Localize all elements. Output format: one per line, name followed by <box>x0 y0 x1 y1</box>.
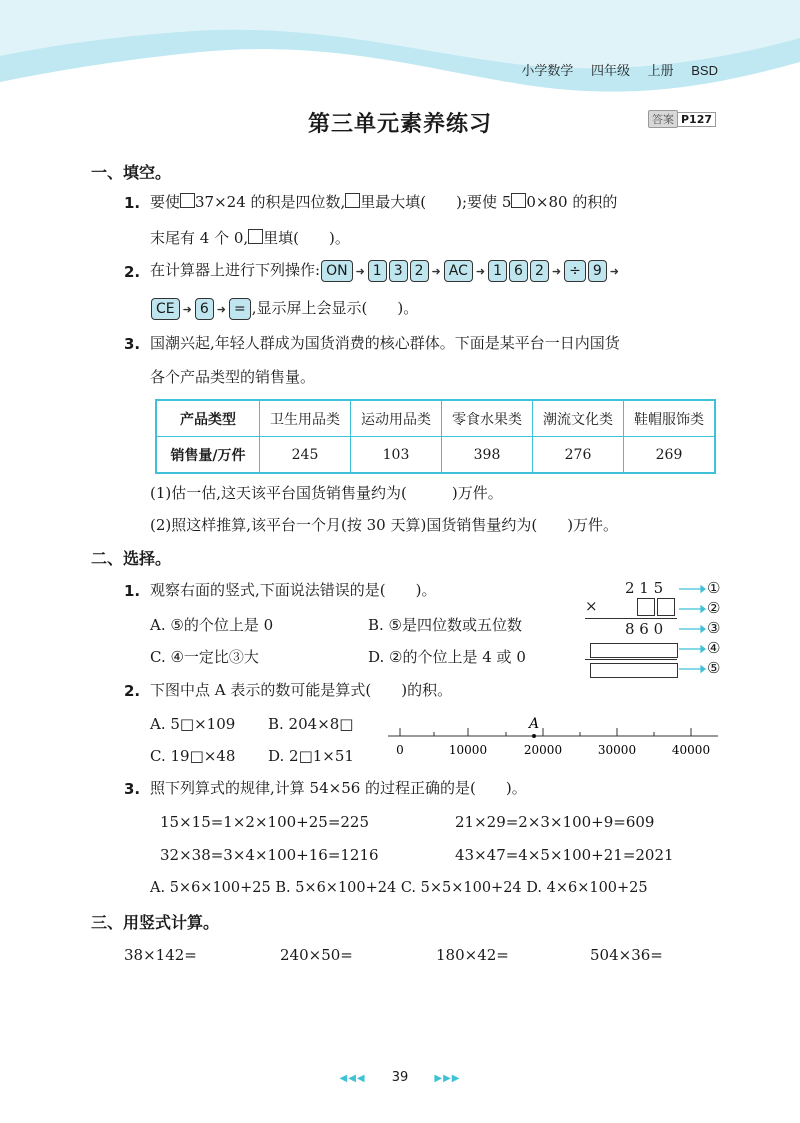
s1-q3-sub2: (2)照这样推算,该平台一个月(按 30 天算)国货销售量约为( )万件。 <box>150 516 619 534</box>
key-9: 9 <box>588 260 607 282</box>
s2-q1-option-b: B. ⑤是四位数或五位数 <box>368 616 523 634</box>
table-header-row <box>156 400 715 437</box>
tag-edition: BSD <box>691 63 718 78</box>
s2-q3-example: 15×15=1×2×100+25=225 <box>160 813 370 831</box>
s1-q3-sub1: (1)估一估,这天该平台国货销售量约为( )万件。 <box>150 484 503 502</box>
blank-box <box>345 193 360 208</box>
arrow-icon: ➜ <box>431 265 441 278</box>
blank-box <box>511 193 526 208</box>
mark-5: ⑤ <box>707 659 721 677</box>
calc-item: 504×36= <box>590 946 663 964</box>
tick-label: 20000 <box>523 743 563 757</box>
next-arrows-icon: ▶▶▶ <box>434 1073 461 1084</box>
key-ce: CE <box>151 298 180 320</box>
table-cell: 卫生用品类 <box>260 400 351 437</box>
tick-label: 30000 <box>597 743 637 757</box>
s2-q2-option-b: B. 204×8□ <box>268 715 354 733</box>
vert-times: × <box>585 597 598 615</box>
key-1: 1 <box>488 260 507 282</box>
key-on: ON <box>321 260 353 282</box>
s2-q2-option-d: D. 2□1×51 <box>268 747 354 765</box>
vert-box-4 <box>590 643 678 658</box>
arrow-icon: ➜ <box>551 265 562 278</box>
s1-q1-num: 1. <box>124 194 141 212</box>
mark-3: ③ <box>707 619 721 637</box>
calc-item: 240×50= <box>280 946 353 964</box>
key-divide: ÷ <box>564 260 586 282</box>
page-title: 第三单元素养练习 <box>307 112 492 137</box>
section2-heading: 二、选择。 <box>91 549 172 568</box>
key-ac: AC <box>444 260 473 282</box>
prev-arrows-icon: ◀◀◀ <box>339 1073 366 1084</box>
page-footer <box>0 1070 800 1085</box>
table-cell: 398 <box>442 437 533 474</box>
vert-result: 8 6 0 <box>625 620 664 638</box>
mark-1: ① <box>707 579 721 597</box>
header-wave <box>0 0 800 110</box>
tag-subject: 小学数学 <box>521 63 574 78</box>
answer-ref <box>648 110 716 128</box>
arrow-icon: ➜ <box>475 265 486 278</box>
s2-q3-options: A. 5×6×100+25 B. 5×6×100+24 C. 5×5×100+24 D. 4×6×100+25 <box>150 880 648 896</box>
s1-q2-line2: CE ➜ 6 ➜ = ,显示屏上会显示( )。 <box>150 297 418 321</box>
table-cell: 269 <box>624 437 716 474</box>
answer-label: 答案 <box>648 110 678 128</box>
key-3: 3 <box>389 260 408 282</box>
s2-q3-text: 照下列算式的规律,计算 54×56 的过程正确的是( )。 <box>150 779 527 797</box>
tick-label: 40000 <box>671 743 711 757</box>
key-2: 2 <box>410 260 429 282</box>
table-cell: 276 <box>533 437 624 474</box>
vert-rule <box>585 618 677 619</box>
table-cell: 运动用品类 <box>351 400 442 437</box>
s2-q2-option-a: A. 5□×109 <box>150 715 236 733</box>
s2-q3-example: 21×29=2×3×100+9=609 <box>455 813 655 831</box>
mark-2: ② <box>707 599 721 617</box>
s2-q2-option-c: C. 19□×48 <box>150 747 236 765</box>
table-row <box>156 437 715 474</box>
arrow-icon: ➜ <box>182 303 192 316</box>
s2-q1-option-c: C. ④一定比③大 <box>150 648 259 666</box>
blank-box <box>180 193 195 208</box>
blank-box <box>637 598 655 616</box>
blank-box <box>657 598 675 616</box>
s1-q3-num: 3. <box>124 335 141 353</box>
header-tags <box>507 60 718 79</box>
s1-q3-line1: 国潮兴起,年轻人群成为国货消费的核心群体。下面是某平台一日内国货 <box>150 334 620 352</box>
s2-q3-num: 3. <box>124 780 141 798</box>
table-cell: 潮流文化类 <box>533 400 624 437</box>
sales-table <box>155 399 716 474</box>
s2-q2-text: 下图中点 A 表示的数可能是算式( )的积。 <box>150 681 453 699</box>
tag-volume: 上册 <box>647 63 674 78</box>
s2-q3-example: 32×38=3×4×100+16=1216 <box>160 846 379 864</box>
vert-top: 2 1 5 <box>625 579 664 597</box>
s2-q1-option-a: A. ⑤的个位上是 0 <box>150 616 274 634</box>
number-line <box>388 714 718 764</box>
s2-q1-option-d: D. ②的个位上是 4 或 0 <box>368 648 526 666</box>
arrow-icon: ➜ <box>355 265 365 278</box>
s1-q2-line1: 在计算器上进行下列操作: ON ➜ 1 3 2 ➜ AC ➜ 1 6 2 ➜ ÷ 9 ➜ <box>150 259 621 283</box>
vert-rule <box>585 659 677 660</box>
key-6: 6 <box>195 298 214 320</box>
tick-label: 0 <box>396 743 404 757</box>
tag-grade: 四年级 <box>590 63 630 78</box>
page-number: 39 <box>391 1070 409 1085</box>
table-cell: 销售量/万件 <box>156 437 260 474</box>
table-cell: 245 <box>260 437 351 474</box>
section1-heading: 一、填空。 <box>91 163 172 182</box>
s1-q3-line2: 各个产品类型的销售量。 <box>150 368 316 386</box>
key-1: 1 <box>368 260 387 282</box>
table-cell: 103 <box>351 437 442 474</box>
table-cell: 产品类型 <box>156 400 260 437</box>
s1-q1-line1: 要使 37×24 的积是四位数, 里最大填( );要使 5 0×80 的积的 <box>150 193 618 211</box>
s2-q3-example: 43×47=4×5×100+21=2021 <box>455 846 674 864</box>
calc-item: 38×142= <box>124 946 197 964</box>
vert-box-5 <box>590 663 678 678</box>
key-equals: = <box>229 298 251 320</box>
tick-label: 10000 <box>448 743 488 757</box>
point-a-label: A <box>528 716 540 732</box>
arrow-icon: ➜ <box>609 265 619 278</box>
section3-heading: 三、用竖式计算。 <box>91 913 220 932</box>
table-cell: 零食水果类 <box>442 400 533 437</box>
table-cell: 鞋帽服饰类 <box>624 400 716 437</box>
mark-4: ④ <box>707 639 721 657</box>
s1-q2-num: 2. <box>124 263 141 281</box>
answer-page: P127 <box>678 112 716 127</box>
key-6: 6 <box>509 260 528 282</box>
key-2: 2 <box>530 260 549 282</box>
arrow-icon: ➜ <box>216 303 226 316</box>
calc-item: 180×42= <box>436 946 509 964</box>
s2-q1-num: 1. <box>124 582 141 600</box>
point-a <box>532 734 536 738</box>
vertical-multiplication <box>585 579 725 679</box>
s2-q1-text: 观察右面的竖式,下面说法错误的是( )。 <box>150 581 437 599</box>
s1-q1-line2: 末尾有 4 个 0, 里填( )。 <box>150 229 350 247</box>
s2-q2-num: 2. <box>124 682 141 700</box>
blank-box <box>248 229 263 244</box>
